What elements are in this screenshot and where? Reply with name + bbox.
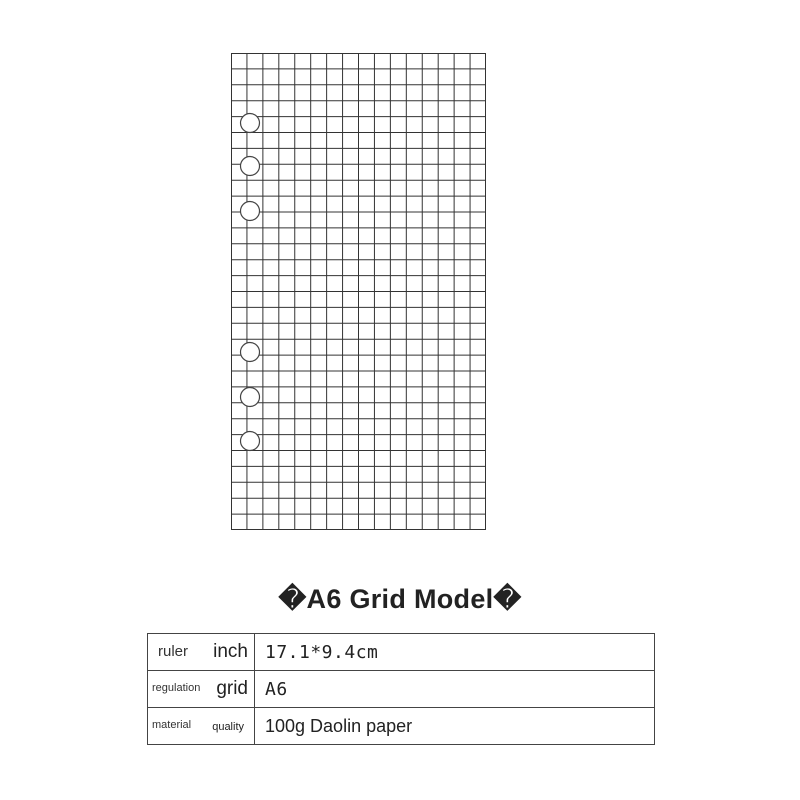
binder-hole xyxy=(241,343,260,362)
spec-label-cell xyxy=(148,671,255,708)
spec-row-size xyxy=(148,634,655,671)
binder-hole xyxy=(241,157,260,176)
spec-value-material: 100g Daolin paper xyxy=(255,708,655,745)
spec-row-type xyxy=(148,671,655,708)
spec-row-material xyxy=(148,708,655,745)
product-title: �A6 Grid Model� xyxy=(278,584,522,614)
binder-hole xyxy=(241,388,260,407)
binder-hole xyxy=(241,114,260,133)
spec-value-size: 17.1*9.4cm xyxy=(255,634,655,671)
grid-paper-illustration xyxy=(231,53,486,530)
spec-label-cell xyxy=(148,634,255,671)
binder-hole xyxy=(241,432,260,451)
spec-label-cell xyxy=(148,708,255,745)
spec-table xyxy=(147,633,655,745)
binder-hole xyxy=(241,202,260,221)
spec-label-size-a: ruler xyxy=(158,643,189,660)
spec-label-type-b: grid xyxy=(216,678,248,699)
spec-label-material-a: material xyxy=(152,719,192,731)
spec-label-size-b: inch xyxy=(213,641,248,662)
spec-label-material-b: quality xyxy=(212,721,244,733)
spec-value-type: A6 xyxy=(255,671,655,708)
spec-label-type-a: regulation xyxy=(152,682,201,694)
